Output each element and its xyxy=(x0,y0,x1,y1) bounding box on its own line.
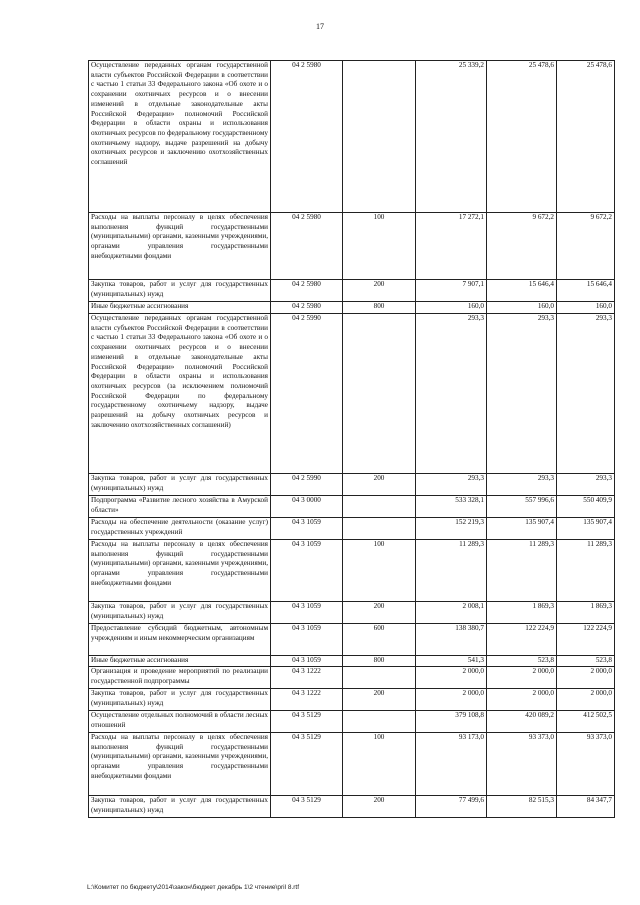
row-value-2: 9 672,2 xyxy=(487,213,557,280)
row-value-1: 11 289,3 xyxy=(416,540,487,602)
row-code: 04 3 5129 xyxy=(271,733,343,796)
table-row xyxy=(89,796,615,818)
row-type: 200 xyxy=(343,602,416,624)
row-value-2: 11 289,3 xyxy=(487,540,557,602)
row-value-1: 2 000,0 xyxy=(416,667,487,689)
row-value-1: 17 272,1 xyxy=(416,213,487,280)
row-value-2: 25 478,6 xyxy=(487,61,557,213)
row-name: Расходы на выплаты персоналу в целях обеспечения выполнения функций государственными (муниципальными) органами, казенными учреждениями, органами управления государственными внебюджетными фондами xyxy=(89,733,271,796)
row-type xyxy=(343,518,416,540)
row-value-2: 135 907,4 xyxy=(487,518,557,540)
row-value-3: 293,3 xyxy=(557,474,615,496)
row-value-2: 1 869,3 xyxy=(487,602,557,624)
table-row xyxy=(89,518,615,540)
row-name: Предоставление субсидий бюджетным, автономным учреждениям и иным некоммерческим организациям xyxy=(89,624,271,656)
row-value-3: 84 347,7 xyxy=(557,796,615,818)
row-type: 200 xyxy=(343,280,416,302)
row-name: Закупка товаров, работ и услуг для государственных (муниципальных) нужд xyxy=(89,474,271,496)
row-name: Закупка товаров, работ и услуг для государственных (муниципальных) нужд xyxy=(89,602,271,624)
row-value-2: 2 000,0 xyxy=(487,667,557,689)
row-value-3: 135 907,4 xyxy=(557,518,615,540)
row-code: 04 2 5980 xyxy=(271,302,343,314)
row-type: 800 xyxy=(343,656,416,667)
row-code: 04 3 1059 xyxy=(271,540,343,602)
row-value-1: 293,3 xyxy=(416,474,487,496)
table-row xyxy=(89,302,615,314)
row-value-2: 523,8 xyxy=(487,656,557,667)
row-value-3: 550 409,9 xyxy=(557,496,615,518)
table-row xyxy=(89,213,615,280)
row-value-3: 9 672,2 xyxy=(557,213,615,280)
row-code: 04 2 5980 xyxy=(271,213,343,280)
row-value-1: 152 219,3 xyxy=(416,518,487,540)
row-code: 04 3 0000 xyxy=(271,496,343,518)
row-type: 100 xyxy=(343,733,416,796)
row-type: 200 xyxy=(343,689,416,711)
row-name: Иные бюджетные ассигнования xyxy=(89,302,271,314)
row-name: Осуществление переданных органам государственной власти субъектов Российской Федерации в соответствии с частью 1 статьи 33 Федерального закона «Об охоте и о сохранении охотничьих ресурсов и о внесении изменений в отдельные законодательные акты Российской Федерации» полномочий Российской Федерации в области охраны и использования охотничьих ресурсов по федеральному государственному охотничьему надзору, выдаче разрешений на добычу охотничьих ресурсов и заключению охотхозяйственных соглашений xyxy=(89,61,271,213)
row-name: Подпрограмма «Развитие лесного хозяйства в Амурской области» xyxy=(89,496,271,518)
row-value-1: 160,0 xyxy=(416,302,487,314)
page-number: 17 xyxy=(316,22,324,31)
row-value-3: 2 000,0 xyxy=(557,667,615,689)
row-value-1: 541,3 xyxy=(416,656,487,667)
row-value-1: 25 339,2 xyxy=(416,61,487,213)
row-value-2: 420 089,2 xyxy=(487,711,557,733)
table-row xyxy=(89,689,615,711)
row-type: 100 xyxy=(343,540,416,602)
row-type xyxy=(343,667,416,689)
row-type xyxy=(343,61,416,213)
row-value-2: 557 996,6 xyxy=(487,496,557,518)
row-value-2: 293,3 xyxy=(487,474,557,496)
file-path-footer: L:\Комитет по бюджету\2014\закон\бюджет декабрь 1\2 чтение\pril 8.rtf xyxy=(87,884,300,891)
row-name: Расходы на выплаты персоналу в целях обеспечения выполнения функций государственными (муниципальными) органами, казенными учреждениями, органами управления государственными внебюджетными фондами xyxy=(89,213,271,280)
row-code: 04 3 1059 xyxy=(271,518,343,540)
table-row xyxy=(89,314,615,474)
budget-table xyxy=(88,60,615,818)
row-name: Расходы на обеспечение деятельности (оказание услуг) государственных учреждений xyxy=(89,518,271,540)
row-value-2: 122 224,9 xyxy=(487,624,557,656)
row-value-1: 2 000,0 xyxy=(416,689,487,711)
row-value-1: 379 108,8 xyxy=(416,711,487,733)
table-row xyxy=(89,540,615,602)
row-name: Закупка товаров, работ и услуг для государственных (муниципальных) нужд xyxy=(89,796,271,818)
row-value-2: 93 373,0 xyxy=(487,733,557,796)
row-name: Расходы на выплаты персоналу в целях обеспечения выполнения функций государственными (муниципальными) органами, казенными учреждениями, органами управления государственными внебюджетными фондами xyxy=(89,540,271,602)
row-code: 04 2 5990 xyxy=(271,314,343,474)
row-value-3: 93 373,0 xyxy=(557,733,615,796)
table-row xyxy=(89,711,615,733)
row-type xyxy=(343,711,416,733)
row-code: 04 3 5129 xyxy=(271,711,343,733)
table-row xyxy=(89,656,615,667)
row-value-3: 412 502,5 xyxy=(557,711,615,733)
row-value-2: 160,0 xyxy=(487,302,557,314)
row-type: 800 xyxy=(343,302,416,314)
row-type: 200 xyxy=(343,474,416,496)
table-row xyxy=(89,602,615,624)
table-row xyxy=(89,474,615,496)
row-type xyxy=(343,314,416,474)
row-value-2: 15 646,4 xyxy=(487,280,557,302)
row-value-1: 7 907,1 xyxy=(416,280,487,302)
row-code: 04 2 5990 xyxy=(271,474,343,496)
row-value-3: 1 869,3 xyxy=(557,602,615,624)
row-type: 100 xyxy=(343,213,416,280)
row-name: Осуществление переданных органам государственной власти субъектов Российской Федерации в соответствии с частью 1 статьи 33 Федерального закона «Об охоте и о сохранении охотничьих ресурсов и о внесении изменений в отдельные законодательные акты Российской Федерации» полномочий Российской Федерации в области охраны и использования охотничьих ресурсов (за исключением полномочий Российской Федерации по федеральному государственному охотничьему надзору, выдаче разрешений на добычу охотничьих ресурсов и заключению охотхозяйственных соглашений) xyxy=(89,314,271,474)
row-code: 04 3 1222 xyxy=(271,667,343,689)
row-name: Закупка товаров, работ и услуг для государственных (муниципальных) нужд xyxy=(89,689,271,711)
row-value-1: 293,3 xyxy=(416,314,487,474)
row-value-2: 293,3 xyxy=(487,314,557,474)
row-code: 04 2 5980 xyxy=(271,61,343,213)
row-value-1: 77 499,6 xyxy=(416,796,487,818)
row-value-2: 2 000,0 xyxy=(487,689,557,711)
row-value-3: 2 000,0 xyxy=(557,689,615,711)
table-row xyxy=(89,624,615,656)
row-name: Осуществление отдельных полномочий в области лесных отношений xyxy=(89,711,271,733)
row-value-2: 82 515,3 xyxy=(487,796,557,818)
row-type: 600 xyxy=(343,624,416,656)
row-value-1: 533 328,1 xyxy=(416,496,487,518)
table-row xyxy=(89,496,615,518)
row-value-1: 2 008,1 xyxy=(416,602,487,624)
row-value-3: 523,8 xyxy=(557,656,615,667)
row-name: Организация и проведение мероприятий по реализации государственной подпрограммы xyxy=(89,667,271,689)
row-code: 04 3 1059 xyxy=(271,656,343,667)
row-value-3: 122 224,9 xyxy=(557,624,615,656)
row-value-1: 93 173,0 xyxy=(416,733,487,796)
row-value-3: 160,0 xyxy=(557,302,615,314)
row-code: 04 3 1059 xyxy=(271,602,343,624)
row-value-3: 25 478,6 xyxy=(557,61,615,213)
table-row xyxy=(89,280,615,302)
row-code: 04 3 1222 xyxy=(271,689,343,711)
row-value-3: 15 646,4 xyxy=(557,280,615,302)
row-type: 200 xyxy=(343,796,416,818)
row-code: 04 2 5980 xyxy=(271,280,343,302)
row-value-3: 11 289,3 xyxy=(557,540,615,602)
row-value-3: 293,3 xyxy=(557,314,615,474)
row-name: Иные бюджетные ассигнования xyxy=(89,656,271,667)
row-name: Закупка товаров, работ и услуг для государственных (муниципальных) нужд xyxy=(89,280,271,302)
row-code: 04 3 5129 xyxy=(271,796,343,818)
row-value-1: 138 380,7 xyxy=(416,624,487,656)
row-type xyxy=(343,496,416,518)
table-row xyxy=(89,733,615,796)
table-row xyxy=(89,61,615,213)
row-code: 04 3 1059 xyxy=(271,624,343,656)
table-row xyxy=(89,667,615,689)
